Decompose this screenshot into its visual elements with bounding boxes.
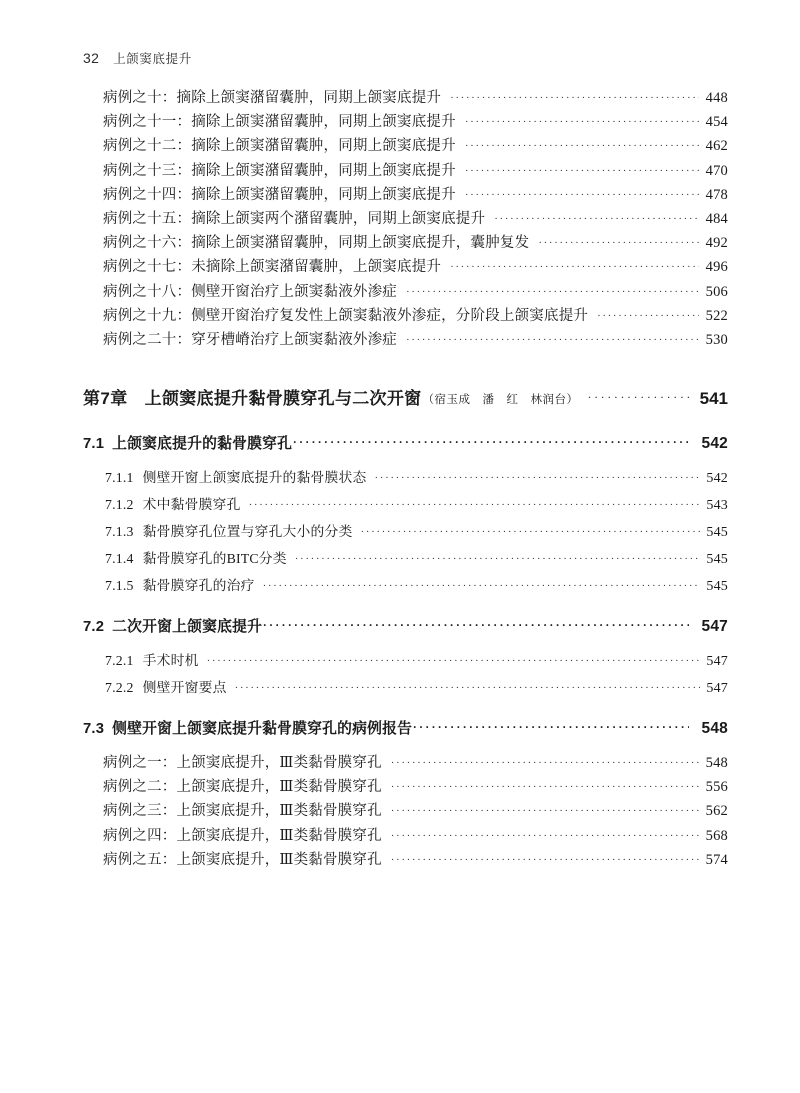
- toc-case-entry[interactable]: [0, 280, 800, 304]
- toc-entry-label: 病例之三：上颌窦底提升，Ⅲ类黏骨膜穿孔: [103, 803, 382, 820]
- toc-case-entry[interactable]: [0, 304, 800, 328]
- toc-entry-label: 病例之十九：侧壁开窗治疗复发性上颌窦黏液外渗症，分阶段上颌窦底提升: [103, 307, 589, 324]
- leader-dots: [450, 259, 699, 274]
- chapter-number: 第7章: [83, 389, 128, 409]
- toc-entry-page: 462: [705, 138, 728, 155]
- toc-entry-label: 病例之二十：穿牙槽嵴治疗上颌窦黏液外渗症: [103, 331, 397, 348]
- toc-section-entry[interactable]: [0, 717, 800, 747]
- leader-dots: [450, 90, 699, 105]
- leader-dots: [391, 803, 699, 818]
- toc-chapter-heading[interactable]: [0, 384, 800, 418]
- toc-subsection-entry[interactable]: [0, 547, 800, 574]
- leader-dots: [235, 680, 700, 694]
- toc-case-entry[interactable]: [0, 328, 800, 352]
- toc-entry-label: 病例之十四：摘除上颌窦潴留囊肿，同期上颌窦底提升: [103, 186, 456, 203]
- toc-entry-label: 病例之五：上颌窦底提升，Ⅲ类黏骨膜穿孔: [103, 851, 382, 868]
- toc-subsection-entry[interactable]: [0, 676, 800, 703]
- toc-entry-page: 506: [705, 283, 728, 300]
- leader-dots: [375, 470, 700, 484]
- toc-entry-label: 病例之四：上颌窦底提升，Ⅲ类黏骨膜穿孔: [103, 827, 382, 844]
- section-page: 542: [701, 435, 728, 453]
- toc-case-entry[interactable]: [0, 775, 800, 799]
- page-folio-number: 32: [83, 50, 100, 66]
- section-title: 上颌窦底提升的黏骨膜穿孔: [112, 436, 293, 453]
- toc-entry-page: 548: [705, 755, 728, 772]
- leader-dots: [263, 618, 689, 633]
- toc-entry-label: 病例之十三：摘除上颌窦潴留囊肿，同期上颌窦底提升: [103, 162, 456, 179]
- subsection-title: 黏骨膜穿孔的BITC分类: [142, 551, 287, 567]
- leader-dots: [391, 779, 699, 794]
- toc-entry-label: 病例之十：摘除上颌窦潴留囊肿，同期上颌窦底提升: [103, 90, 442, 106]
- leader-dots: [494, 211, 699, 226]
- subsection-title: 黏骨膜穿孔位置与穿孔大小的分类: [142, 524, 353, 540]
- leader-dots: [406, 284, 699, 299]
- toc-case-entry[interactable]: [0, 207, 800, 231]
- subsection-title: 手术时机: [142, 653, 199, 669]
- toc-entry-label: 病例之十二：摘除上颌窦潴留囊肿，同期上颌窦底提升: [103, 138, 456, 155]
- subsection-page: 543: [706, 498, 728, 514]
- case-list-chapter6: [0, 86, 800, 352]
- subsection-page: 545: [706, 579, 728, 595]
- section-number: 7.1: [83, 436, 105, 453]
- toc-entry-page: 448: [705, 90, 728, 106]
- toc-entry-page: 574: [705, 851, 728, 868]
- toc-entry-page: 484: [705, 210, 728, 227]
- running-head-book-title: 上颌窦底提升: [113, 52, 192, 66]
- leader-dots: [207, 653, 700, 667]
- subsection-page: 547: [706, 681, 728, 697]
- subsection-page: 545: [706, 552, 728, 568]
- toc-entry-page: 522: [705, 307, 728, 324]
- toc-entry-label: 病例之十八：侧壁开窗治疗上颌窦黏液外渗症: [103, 283, 397, 300]
- running-head: [83, 49, 192, 67]
- section-page: 548: [701, 720, 728, 738]
- subsection-title: 黏骨膜穿孔的治疗: [142, 578, 255, 594]
- toc-section-entry[interactable]: [0, 432, 800, 462]
- leader-dots: [293, 435, 689, 450]
- toc-entry-page: 492: [705, 235, 728, 252]
- toc-section-entry[interactable]: [0, 615, 800, 645]
- section-title: 二次开窗上颌窦底提升: [112, 619, 263, 636]
- subsection-title: 术中黏骨膜穿孔: [142, 497, 241, 513]
- subsection-page: 542: [706, 471, 728, 487]
- toc-subsection-entry[interactable]: [0, 493, 800, 520]
- section-number: 7.2: [83, 619, 105, 636]
- toc-entry-page: 478: [705, 186, 728, 203]
- toc-case-entry[interactable]: [0, 751, 800, 775]
- leader-dots: [391, 852, 699, 867]
- toc-entry-page: 556: [705, 779, 728, 796]
- leader-dots: [587, 388, 692, 406]
- toc-case-entry[interactable]: [0, 255, 800, 279]
- toc-case-entry[interactable]: [0, 799, 800, 823]
- section-number: 7.3: [83, 721, 105, 738]
- leader-dots: [465, 138, 699, 153]
- leader-dots: [391, 755, 699, 770]
- leader-dots: [263, 578, 700, 592]
- subsection-number: 7.1.4: [105, 551, 134, 567]
- leader-dots: [249, 497, 700, 511]
- toc-case-entry[interactable]: [0, 183, 800, 207]
- subsection-number: 7.1.5: [105, 578, 134, 594]
- toc-subsection-entry[interactable]: [0, 466, 800, 493]
- toc-subsection-entry[interactable]: [0, 574, 800, 601]
- toc-case-entry[interactable]: [0, 231, 800, 255]
- leader-dots: [465, 187, 699, 202]
- subsection-title: 侧壁开窗要点: [142, 680, 227, 696]
- leader-dots: [597, 308, 699, 323]
- chapter-page: 541: [699, 389, 728, 409]
- leader-dots: [391, 828, 699, 843]
- chapter-title: 上颌窦底提升黏骨膜穿孔与二次开窗: [144, 389, 422, 409]
- leader-dots: [465, 163, 699, 178]
- subsection-page: 545: [706, 525, 728, 541]
- leader-dots: [538, 235, 699, 250]
- toc-entry-label: 病例之十五：摘除上颌窦两个潴留囊肿，同期上颌窦底提升: [103, 210, 486, 227]
- toc-entry-page: 562: [705, 803, 728, 820]
- subsection-number: 7.2.1: [105, 653, 134, 669]
- chapter-authors: （宿玉成 潘 红 林润台）: [422, 394, 579, 407]
- toc-entry-label: 病例之十七：未摘除上颌窦潴留囊肿，上颌窦底提升: [103, 259, 442, 276]
- toc-entry-label: 病例之一：上颌窦底提升，Ⅲ类黏骨膜穿孔: [103, 755, 382, 772]
- leader-dots: [295, 551, 700, 565]
- toc-entry-label: 病例之十一：摘除上颌窦潴留囊肿，同期上颌窦底提升: [103, 114, 456, 131]
- section-page: 547: [701, 618, 728, 636]
- toc-case-entry[interactable]: [0, 159, 800, 183]
- leader-dots: [406, 332, 699, 347]
- toc-subsection-entry[interactable]: [0, 649, 800, 676]
- leader-dots: [413, 720, 689, 735]
- case-list-chapter7: [0, 751, 800, 872]
- toc-entry-page: 470: [705, 162, 728, 179]
- subsection-number: 7.1.3: [105, 524, 134, 540]
- toc-entry-page: 568: [705, 827, 728, 844]
- toc-entry-page: 454: [705, 114, 728, 131]
- toc-entry-page: 530: [705, 331, 728, 348]
- subsection-page: 547: [706, 654, 728, 670]
- subsection-number: 7.2.2: [105, 680, 134, 696]
- toc-case-entry[interactable]: [0, 110, 800, 134]
- toc-entry-label: 病例之十六：摘除上颌窦潴留囊肿，同期上颌窦底提升，囊肿复发: [103, 235, 530, 252]
- toc-case-entry[interactable]: [0, 86, 800, 110]
- toc-entry-label: 病例之二：上颌窦底提升，Ⅲ类黏骨膜穿孔: [103, 779, 382, 796]
- toc-case-entry[interactable]: [0, 134, 800, 158]
- subsection-number: 7.1.1: [105, 470, 134, 486]
- toc-entry-page: 496: [705, 259, 728, 276]
- toc-subsection-entry[interactable]: [0, 520, 800, 547]
- toc-case-entry[interactable]: [0, 824, 800, 848]
- leader-dots: [465, 114, 699, 129]
- leader-dots: [361, 524, 700, 538]
- toc-case-entry[interactable]: [0, 848, 800, 872]
- table-of-contents: [0, 86, 800, 872]
- section-title: 侧壁开窗上颌窦底提升黏骨膜穿孔的病例报告: [112, 721, 413, 738]
- subsection-title: 侧壁开窗上颌窦底提升的黏骨膜状态: [142, 470, 367, 486]
- subsection-number: 7.1.2: [105, 497, 134, 513]
